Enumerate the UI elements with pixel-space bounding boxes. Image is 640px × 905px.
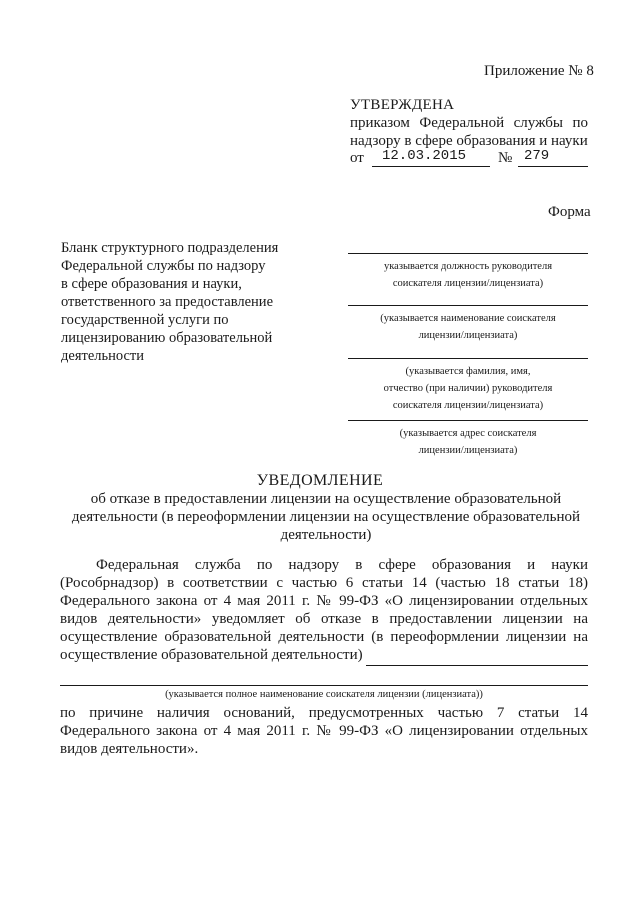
approved-heading: УТВЕРЖДЕНА: [350, 97, 455, 113]
sender-line: ответственного за предоставление: [61, 294, 274, 310]
form-label: Форма: [548, 204, 591, 220]
applicant-inline-line[interactable]: [366, 665, 588, 666]
body-line-last: осуществление образовательной деятельности): [60, 647, 363, 663]
notice-title: УВЕДОМЛЕНИЕ: [256, 472, 384, 489]
field-name-hint: (указывается наименование соискателя лицензии/лицензиата): [380, 313, 556, 341]
field-address-line[interactable]: [348, 420, 588, 421]
appendix-number: Приложение № 8: [484, 63, 594, 79]
date-underline: [372, 166, 490, 167]
sender-line: Бланк структурного подразделения: [61, 240, 279, 256]
notice-subtitle: об отказе в предоставлении лицензии на осуществление образовательной деятельности (в переоформлении лицензии на осуществление образовательной деятельности): [71, 491, 581, 543]
body-line: Федерального закона от 4 мая 2011 г. № 99-ФЗ «О лицензировании отдельных: [60, 593, 588, 609]
order-line-1: приказом Федеральной службы по: [350, 115, 588, 131]
body-line: видов деятельности» уведомляет об отказе в предоставлении лицензии на: [60, 611, 588, 627]
number-prefix: №: [498, 150, 513, 166]
body-line: (Рособрнадзор) в соответствии с частью 6 статьи 14 (частью 18 статьи 18): [60, 575, 588, 591]
sender-line: деятельности: [61, 348, 145, 364]
order-number: 279: [524, 148, 550, 164]
sender-block: [61, 239, 301, 365]
date-prefix: от: [350, 150, 364, 166]
order-line-2: надзору в сфере образования и науки: [350, 133, 588, 149]
field-address-hint: (указывается адрес соискателя лицензии/лицензиата): [399, 428, 537, 456]
applicant-full-line[interactable]: [60, 685, 588, 686]
sender-line: государственной услуги по: [61, 312, 229, 328]
field-fullname-line[interactable]: [348, 358, 588, 359]
body-line: Федеральная служба по надзору в сфере образования и науки: [96, 557, 588, 573]
body-line: Федерального закона от 4 мая 2011 г. № 99-ФЗ «О лицензировании отдельных: [60, 723, 588, 739]
sender-line: в сфере образования и науки,: [61, 276, 242, 292]
body-line: по причине наличия оснований, предусмотренных частью 7 статьи 14: [60, 705, 588, 721]
body-line: видов деятельности».: [60, 741, 199, 757]
order-date: 12.03.2015: [382, 148, 467, 164]
field-name-line[interactable]: [348, 305, 588, 306]
body-paragraph-1: [60, 556, 588, 664]
sender-line: Федеральной службы по надзору: [61, 258, 266, 274]
applicant-hint: (указывается полное наименование соискателя лицензии (лицензиата)): [165, 689, 483, 700]
body-line: осуществление образовательной деятельности (в переоформлении лицензии на: [60, 629, 588, 645]
field-position-line[interactable]: [348, 253, 588, 254]
field-position-hint: указывается должность руководителя соискателя лицензии/лицензиата): [383, 261, 553, 289]
field-fullname-hint: (указывается фамилия, имя, отчество (при наличии) руководителя соискателя лицензии/лицензиата): [383, 366, 553, 411]
sender-line: лицензированию образовательной: [61, 330, 273, 346]
number-underline: [518, 166, 588, 167]
body-paragraph-2: [60, 704, 588, 758]
